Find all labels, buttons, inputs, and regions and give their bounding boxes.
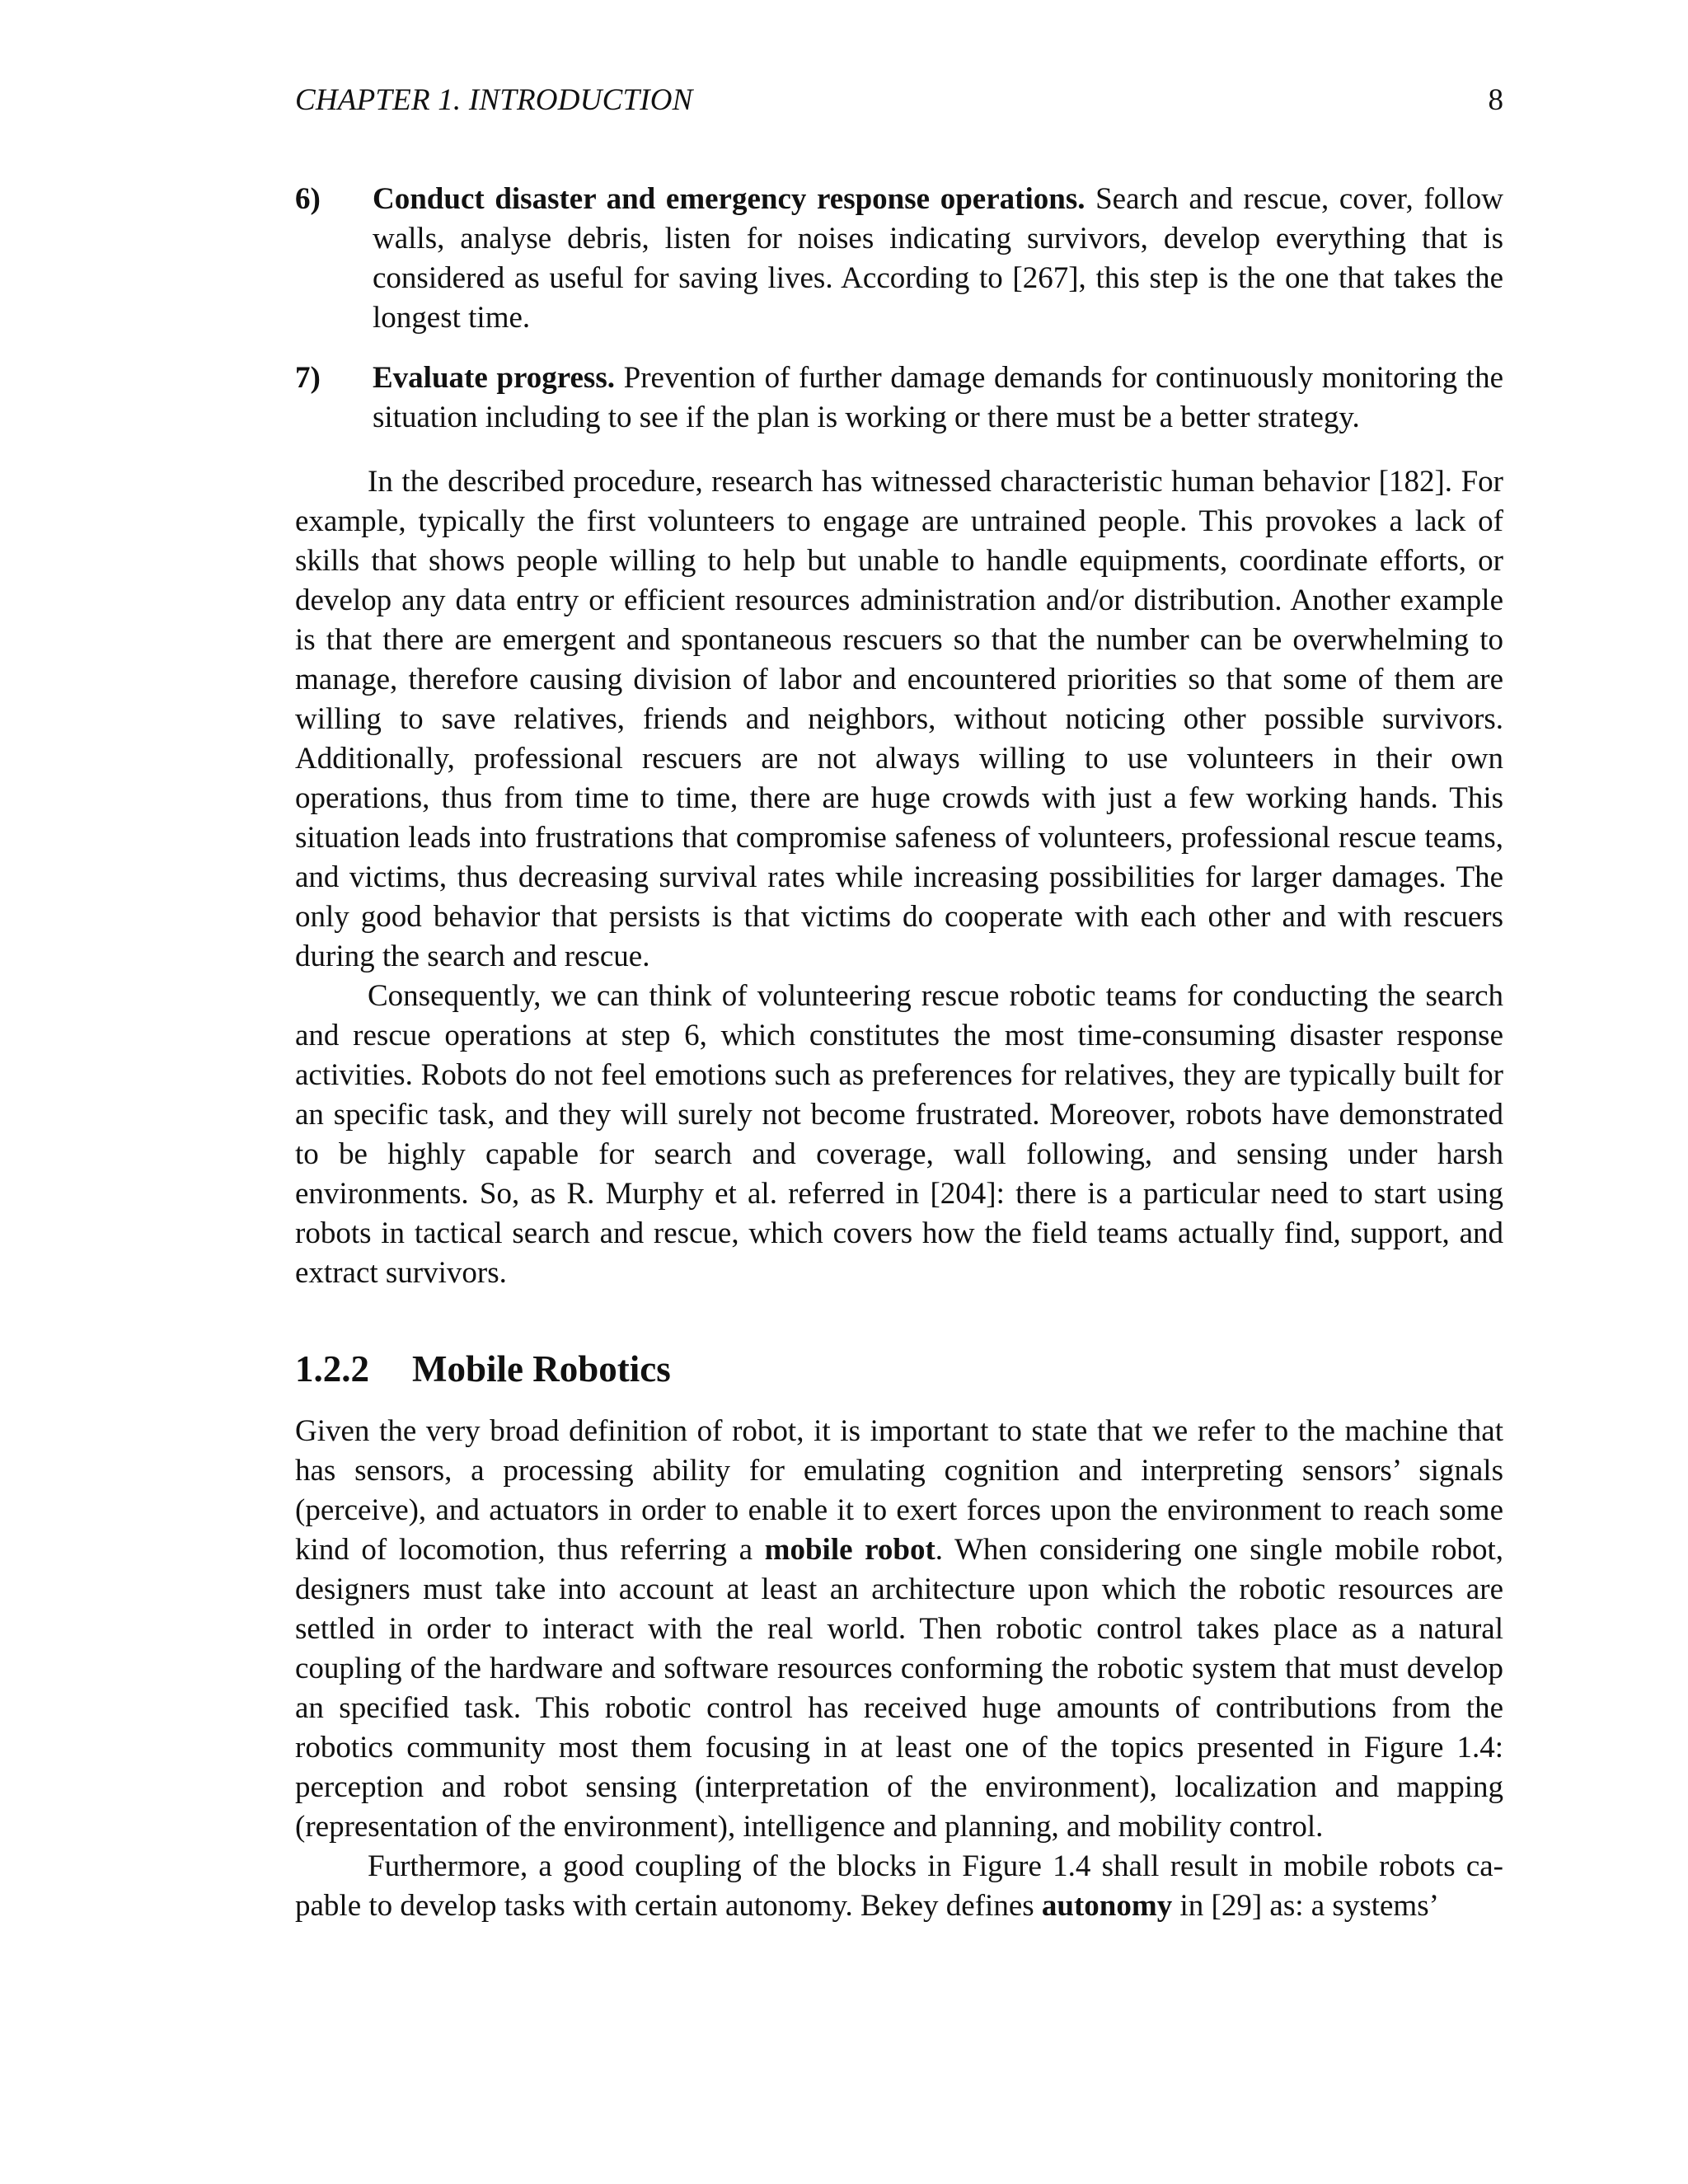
document-page bbox=[295, 79, 1503, 1926]
list-item-number: 6) bbox=[295, 182, 321, 216]
term-mobile-robot: mobile robot bbox=[764, 1533, 935, 1567]
paragraph-robotic-teams: Consequently, we can think of volunteering rescue robotic teams for conducting the search and rescue operations at step 6, which constitutes the most time-consuming disaster response activities. Robots do not feel emotions such as preferences for relatives, they are typically built for an specific task, and they will surely not become frustrated. Moreover, robots have demonstrated to be highly capable for search and coverage, wall following, and sensing under harsh environments. So, as R. Murphy et al. referred in [204]: there is a particular need to start using robots in tactical search and rescue, which covers how the field teams actually find, support, and extract survivors. bbox=[295, 979, 1503, 1290]
text-run: . When considering one single mobile robot, designers must take into account at least an architecture upon which the robotic resources are settled in order to interact with the real world. Then robotic control takes place as a natural coupling of the hardware and software resources conforming the robotic system that must develop an specified task. This robotic control has received huge amounts of contributions from the robotics community most them focusing in at least one of the topics presented in Figure 1.4: perception and robot sensing (interpretation of the environment), localization and mapping (representation of the environment), intelligence and planning, and mobility control. bbox=[295, 1533, 1503, 1844]
chapter-title: CHAPTER 1. INTRODUCTION bbox=[295, 83, 693, 117]
running-header bbox=[295, 79, 1503, 122]
list-item-number: 7) bbox=[295, 361, 321, 395]
list-item-text: Search and rescue, cover, follow walls, analyse debris, listen for noises indicating survivors, develop everything that is considered as useful for saving lives. According to [267], this step is the one that takes the longest time. bbox=[373, 182, 1503, 335]
list-item-text: Prevention of further damage demands for continuously monitoring the situation including to see if the plan is working or there must be a better strategy. bbox=[373, 361, 1504, 434]
paragraph-autonomy bbox=[295, 1847, 1503, 1926]
paragraph-mobile-robot-definition bbox=[295, 1412, 1503, 1847]
list-item-title: Conduct disaster and emergency response operations. bbox=[373, 182, 1085, 216]
text-run: in [29] as: a systems’ bbox=[1179, 1889, 1439, 1923]
list-item-7 bbox=[295, 359, 1503, 438]
paragraph-human-behavior: In the described procedure, research has witnessed characteristic human behavior [182]. For example, typically the first volunteers to engage are untrained people. This provokes a lack of skills that shows people willing to help but unable to handle equipments, coordinate efforts, or develop any data entry or efficient resources administration and/or distribution. Another example is that there are emergent and spontaneous rescuers so that the number can be overwhelming to manage, therefore causing division of labor and encountered priorities so that some of them are willing to save relatives, friends and neighbors, without noticing other possible survivors. Additionally, professional rescuers are not always willing to use volunteers in their own operations, thus from time to time, there are huge crowds with just a few working hands. This situation leads into frustrations that compromise safeness of volunteers, professional rescue teams, and victims, thus decreasing survival rates while increasing possibilities for larger damages. The only good behavior that persists is that victims do cooperate with each other and with rescuers during the search and rescue. bbox=[295, 465, 1503, 973]
text-run: Furthermore, a good coupling of the blocks in Figure 1.4 shall result in mobile robots capable to develop tasks with certain autonomy. Bekey defines bbox=[295, 1849, 1503, 1923]
list-item-title: Evaluate progress. bbox=[373, 361, 615, 395]
numbered-list bbox=[295, 180, 1503, 438]
section-number: 1.2.2 bbox=[295, 1348, 369, 1390]
section-heading bbox=[295, 1344, 1503, 1394]
section-title: Mobile Robotics bbox=[412, 1348, 671, 1390]
text-run: Given the very broad definition of robot, it is important to state that we refer to the machine that has sensors, a processing ability for emulating cognition and interpreting sensors’ signals (perceive), and actuators in order to enable it to exert forces upon the environment to reach some kind of locomotion, thus referring a bbox=[295, 1414, 1503, 1567]
term-autonomy: autonomy bbox=[1041, 1889, 1173, 1923]
page-number: 8 bbox=[1488, 83, 1503, 117]
list-item-6 bbox=[295, 180, 1503, 338]
